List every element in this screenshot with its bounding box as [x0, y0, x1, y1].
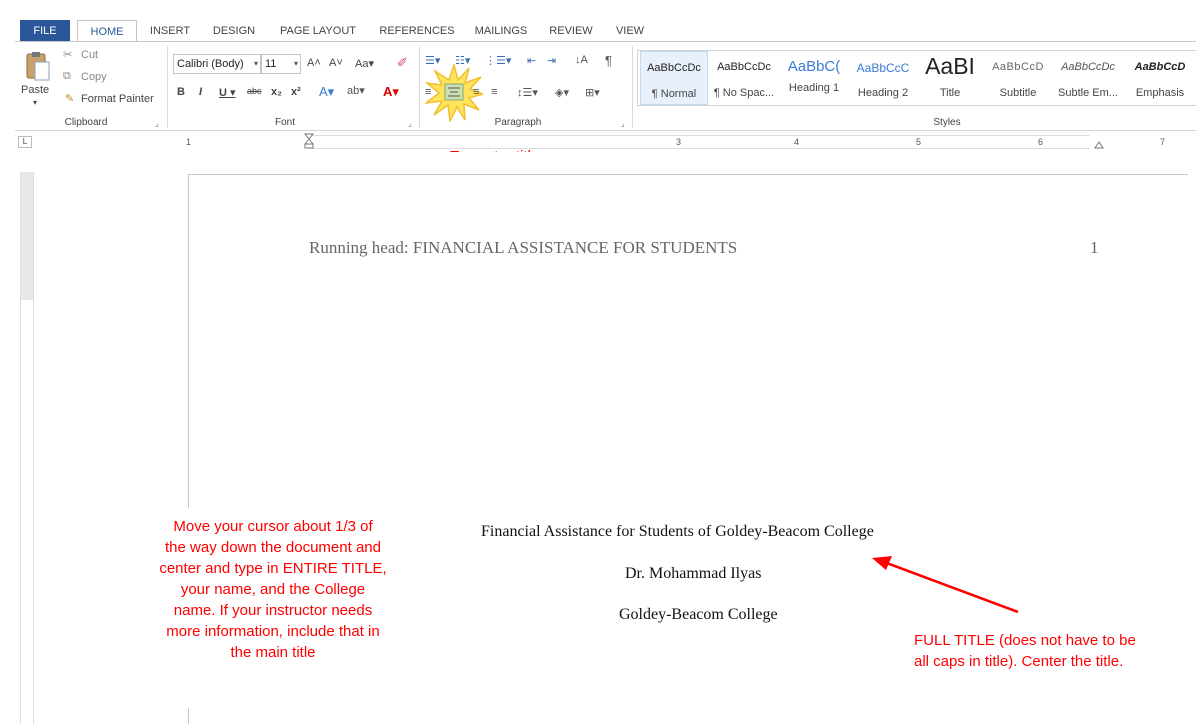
tab-page-layout[interactable]: PAGE LAYOUT: [279, 25, 356, 37]
tab-insert[interactable]: INSERT: [149, 25, 191, 37]
style-sample: AaBbCcDc: [1061, 61, 1115, 73]
change-case-icon[interactable]: Aa▾: [355, 58, 374, 70]
style-sample: AaBbCcDc: [717, 61, 771, 73]
style-sample: AaBbCcD: [992, 61, 1044, 73]
annotation-line: all caps in title). Center the title.: [914, 653, 1124, 670]
instruction-line: more information, include that in: [166, 623, 380, 640]
tab-references[interactable]: REFERENCES: [379, 25, 455, 37]
line-spacing-icon[interactable]: ↕☰▾: [517, 87, 538, 99]
numbering-icon[interactable]: ☷▾: [455, 55, 471, 67]
styles-group-label: Styles: [933, 117, 961, 128]
pilcrow-icon[interactable]: ¶: [605, 53, 612, 68]
ribbon-tab-bar: [0, 0, 1196, 42]
style-no-spacing[interactable]: [710, 51, 778, 105]
chevron-down-icon: ▾: [253, 59, 258, 68]
ruler-text-area: [310, 135, 1090, 149]
clipboard-icon: [23, 50, 53, 82]
subscript-icon[interactable]: x₂: [271, 86, 283, 98]
style-sample: AaBbCcDc: [647, 62, 701, 74]
style-subtitle[interactable]: [984, 51, 1052, 105]
copy-icon: ⧉: [63, 70, 71, 82]
running-head[interactable]: Running head: FINANCIAL ASSISTANCE FOR STUDENTS: [309, 238, 738, 257]
cut-label: Cut: [81, 49, 99, 61]
style-sample: AaBbC(: [787, 58, 841, 75]
shading-icon[interactable]: ◈▾: [555, 87, 569, 99]
style-heading-2[interactable]: [850, 51, 916, 105]
instruction-callout: [118, 508, 428, 708]
align-left-icon[interactable]: ≡: [425, 86, 432, 98]
bold-icon[interactable]: B: [177, 86, 185, 98]
group-divider: [167, 46, 168, 128]
brush-icon: ✎: [65, 93, 75, 105]
tab-home[interactable]: HOME: [77, 20, 137, 42]
ruler-tick-label: 3: [676, 137, 682, 147]
ruler-tick-label: 6: [1038, 137, 1044, 147]
ruler-row: [0, 132, 1196, 152]
strikethrough-icon[interactable]: abc: [247, 86, 262, 96]
tab-view[interactable]: VIEW: [615, 25, 645, 37]
style-name: Subtle Em...: [1058, 87, 1118, 99]
style-subtle-emphasis[interactable]: [1054, 51, 1122, 105]
chevron-down-icon: ▾: [293, 59, 298, 68]
instruction-line: center and type in ENTIRE TITLE,: [159, 560, 387, 577]
font-group-label: Font: [274, 117, 295, 128]
chevron-down-icon: ▾: [33, 98, 38, 107]
ruler-tick-label: 5: [916, 137, 922, 147]
grow-font-icon[interactable]: A˄: [307, 57, 321, 69]
ruler-tick-label: 1: [186, 137, 192, 147]
dialog-launcher-icon[interactable]: ⌟: [408, 119, 412, 128]
font-color-icon[interactable]: A▾: [383, 84, 399, 99]
justify-icon[interactable]: ≡: [491, 86, 498, 98]
ruler-margin: [21, 172, 33, 300]
style-sample: AaBbCcC: [856, 61, 910, 75]
shrink-font-icon[interactable]: A˅: [329, 57, 343, 69]
font-name-value: Calibri (Body): [177, 58, 244, 70]
style-heading-1[interactable]: [780, 51, 848, 105]
dialog-launcher-icon[interactable]: ⌟: [155, 119, 159, 128]
format-painter-label: Format Painter: [81, 93, 154, 105]
font-size-select[interactable]: [261, 54, 301, 74]
tab-design[interactable]: DESIGN: [212, 25, 256, 37]
style-title[interactable]: [918, 51, 982, 105]
institution-name[interactable]: Goldey-Beacom College: [619, 606, 778, 623]
dialog-launcher-icon[interactable]: ⌟: [621, 119, 625, 128]
style-name: Heading 2: [857, 87, 909, 99]
tab-review[interactable]: REVIEW: [549, 25, 593, 37]
style-sample: AaBbCcD: [1134, 61, 1186, 73]
increase-indent-icon[interactable]: ⇥: [547, 55, 557, 67]
superscript-icon[interactable]: x²: [291, 86, 301, 98]
indent-marker-icon[interactable]: [304, 133, 314, 149]
horizontal-ruler[interactable]: [186, 135, 1180, 149]
vertical-ruler[interactable]: [20, 172, 34, 724]
arrow-icon: [862, 552, 1042, 622]
tab-mailings[interactable]: MAILINGS: [474, 25, 528, 37]
style-name: ¶ Normal: [651, 88, 697, 100]
group-divider: [419, 46, 420, 128]
scissors-icon: ✂: [63, 49, 73, 61]
style-name: Heading 1: [788, 82, 840, 94]
text-effects-icon[interactable]: A▾: [319, 84, 335, 99]
paragraph-group-label: Paragraph: [494, 117, 542, 128]
tab-file[interactable]: FILE: [20, 20, 70, 42]
author-name[interactable]: Dr. Mohammad Ilyas: [625, 565, 762, 582]
cut-button[interactable]: [63, 48, 123, 64]
format-painter-button[interactable]: [65, 92, 165, 108]
clear-formatting-icon[interactable]: ✐: [397, 55, 408, 70]
instruction-line: the main title: [230, 644, 316, 661]
right-indent-marker-icon[interactable]: [1094, 141, 1104, 149]
instruction-line: name. If your instructor needs: [173, 602, 373, 619]
borders-icon[interactable]: ⊞▾: [585, 87, 600, 99]
document-title[interactable]: Financial Assistance for Students of Goldey-Beacom College: [481, 523, 874, 540]
instruction-line: the way down the document and: [165, 539, 381, 556]
instruction-line: your name, and the College: [180, 581, 366, 598]
font-size-value: 11: [265, 58, 277, 70]
tab-selector[interactable]: L: [18, 136, 32, 148]
decrease-indent-icon[interactable]: ⇤: [527, 55, 537, 67]
style-name: ¶ No Spac...: [713, 87, 775, 99]
bullets-icon[interactable]: ☰▾: [425, 55, 441, 67]
highlight-color-icon[interactable]: ab▾: [347, 85, 365, 97]
align-right-icon[interactable]: ≡: [473, 86, 480, 98]
underline-icon[interactable]: U ▾: [219, 87, 236, 99]
page-number: 1: [1090, 238, 1099, 257]
style-name: Subtitle: [999, 87, 1037, 99]
style-name: Emphasis: [1135, 87, 1185, 99]
clipboard-group-label: Clipboard: [64, 117, 108, 128]
copy-button[interactable]: [63, 70, 123, 86]
style-emphasis[interactable]: [1124, 51, 1196, 105]
copy-label: Copy: [81, 71, 107, 83]
italic-icon[interactable]: I: [199, 86, 203, 98]
multilevel-list-icon[interactable]: ⋮☰▾: [485, 55, 512, 67]
styles-gallery: [637, 50, 1196, 106]
ruler-tick-label: 7: [1160, 137, 1166, 147]
group-divider: [632, 46, 633, 128]
paste-button[interactable]: [21, 48, 55, 114]
style-name: Title: [939, 87, 961, 99]
ruler-tick-label: 4: [794, 137, 800, 147]
instruction-line: Move your cursor about 1/3 of: [173, 518, 373, 535]
annotation-line: FULL TITLE (does not have to be: [914, 632, 1136, 649]
full-title-annotation: [914, 630, 1184, 672]
instruction-text: [118, 516, 428, 663]
ribbon: [15, 41, 1196, 131]
font-name-select[interactable]: [173, 54, 261, 74]
sort-icon[interactable]: ↓A: [575, 54, 588, 66]
style-sample: AaBI: [925, 53, 975, 79]
paste-label: Paste: [21, 84, 50, 96]
style-normal[interactable]: [640, 51, 708, 105]
